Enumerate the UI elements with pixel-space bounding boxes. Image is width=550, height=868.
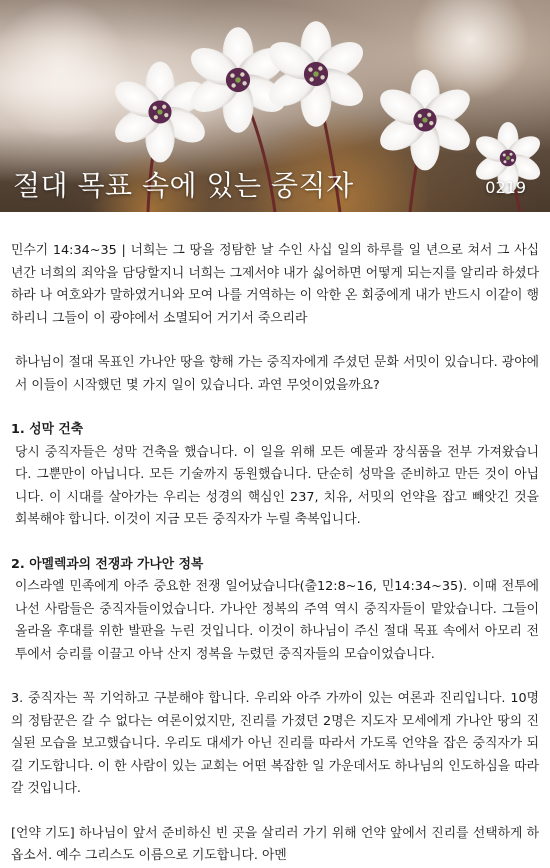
- header-banner: [0, 0, 550, 212]
- intro-paragraph: 하나님이 절대 목표인 가나안 땅을 향해 가는 중직자에게 주셨던 문화 서밋이 있습니다. 광야에서 이들이 시작했던 몇 가지 일이 있습니다. 과연 무엇이었을까요?: [15, 355, 539, 393]
- article-body: [11, 240, 539, 868]
- scripture-passage: 민수기 14:34~35 | 너희는 그 땅을 정탐한 날 수인 사십 일의 하루를 일 년으로 쳐서 그 사십 년간 너희의 죄악을 담당할지니 너희는 그제서야 내가 싫어하면 어떻게 되는지를 알리라 하셨다 하라 나 여호와가 말하였거니와 모여 나를 거역하는 이 악한 온 회중에게 내가 반드시 이같이 행하리니 그들이 이 광야에서 소멸되어 거기서 죽으리라: [11, 243, 539, 326]
- page-title: 절대 목표 속에 있는 중직자: [13, 169, 354, 202]
- point-three-paragraph: 3. 중직자는 꼭 기억하고 구분해야 합니다. 우리와 아주 가까이 있는 여론과 진리입니다. 10명의 정탐꾼은 갈 수 없다는 여론이었지만, 진리를 가졌던 2명은 지도자 모세에게 가나안 땅의 진실된 모습을 보고했습니다. 우리도 대세가 아닌 진리를 따라서 가도록 언약을 잡은 중직자가 되길 기도합니다. 이 한 사람이 있는 교회는 어떤 복잡한 일 가운데서도 하나님의 인도하심을 따라갈 것입니다.: [11, 691, 539, 796]
- section-heading: 1. 성막 건축: [11, 422, 84, 437]
- section-heading: 2. 아멜렉과의 전쟁과 가나안 정복: [11, 556, 204, 572]
- section-body: 이스라엘 민족에게 아주 중요한 전쟁 일어났습니다(출12:8~16, 민14:34~35). 이때 전투에 나선 사람들은 중직자들이었습니다. 가나안 정복의 주역 역시 중직자들이 맡았습니다. 그들이 올라올 후대를 위한 발판을 누린 것입니다. 이것이 하나님이 주신 절대 목표 속에서 아모리 전투에서 승리를 이끌고 아낙 산지 정복을 누렸던 중직자들의 모습이었습니다.: [15, 579, 539, 662]
- prayer-paragraph: [언약 기도] 하나님이 앞서 준비하신 빈 곳을 살리러 가기 위해 언약 앞에서 진리를 선택하게 하옵소서. 예수 그리스도 이름으로 기도합니다. 아멘: [11, 825, 539, 863]
- section-body: 당시 중직자들은 성막 건축을 했습니다. 이 일을 위해 모든 예물과 장식품을 전부 가져왔습니다. 그뿐만이 아닙니다. 모든 기술까지 동원했습니다. 단순히 성막을 준비하고 만든 것이 아닙니다. 이 시대를 살아가는 우리는 성경의 핵심인 237, 치유, 서밋의 언약을 잡고 빼앗긴 것을 회복해야 합니다. 이것이 지금 모든 중직자가 누릴 축복입니다.: [15, 444, 539, 527]
- date-label: 0219: [485, 178, 526, 197]
